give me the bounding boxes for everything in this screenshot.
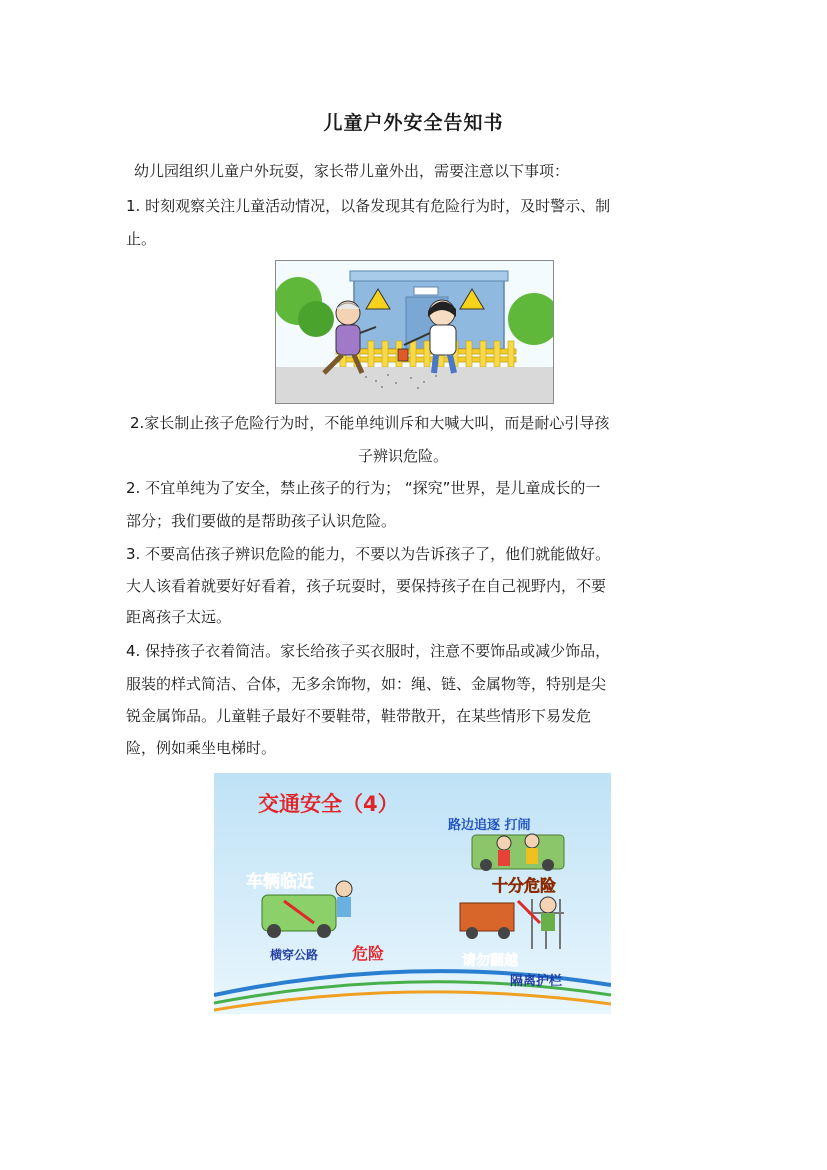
poster-label-chase: 路边追逐 打闹: [448, 818, 531, 833]
item-4-line-2: 服装的样式简洁、合体，无多余饰物，如：绳、链、金属物等，特别是尖: [126, 675, 607, 693]
poster-label-vehicle: 车辆临近: [246, 872, 314, 892]
item-4-line-3: 锐金属饰品。儿童鞋子最好不要鞋带，鞋带散开，在某些情形下易发危: [126, 707, 592, 725]
item-3-line-2: 大人该看着就要好好看着，孩子玩耍时，要保持孩子在自己视野内，不要: [126, 577, 607, 595]
poster-label-rail: 隔离护栏: [510, 974, 563, 989]
poster-title: 交通安全（4）: [258, 792, 399, 816]
item-3-line-3: 距离孩子太远。: [126, 608, 232, 626]
item-2-line-2: 部分；我们要做的是帮助孩子认识危险。: [126, 512, 397, 530]
item-4-line-1: 4. 保持孩子衣着简洁。家长给孩子买衣服时，注意不要饰品或减少饰品，: [126, 642, 611, 660]
traffic-safety-poster: [214, 773, 611, 1014]
item-2-line-1: 2. 不宜单纯为了安全，禁止孩子的行为； “探究”世界，是儿童成长的一: [126, 479, 601, 497]
poster-label-danger-big: 十分危险: [492, 876, 557, 895]
poster-label-danger: 危险: [352, 944, 385, 963]
intro-text: 幼儿园组织儿童户外玩耍，家长带儿童外出，需要注意以下事项：: [134, 162, 570, 180]
poster-label-cross: 横穿公路: [270, 948, 319, 962]
item-1-line-1: 1. 时刻观察关注儿童活动情况，以备发现其有危险行为时，及时警示、制: [126, 197, 611, 215]
item-1-line-2: 止。: [126, 230, 157, 248]
item-3-line-1: 3. 不要高估孩子辨识危险的能力，不要以为告诉孩子了，他们就能做好。: [126, 545, 611, 563]
item-4-line-4: 险，例如乘坐电梯时。: [126, 739, 277, 757]
caption-line-2: 子辨识危险。: [358, 447, 449, 465]
illustration-elder-child-fence: [275, 260, 554, 404]
caption-line-1: 2.家长制止孩子危险行为时，不能单纯训斥和大喊大叫，而是耐心引导孩: [130, 414, 610, 432]
poster-label-noclimb: 请勿翻越: [462, 953, 518, 969]
page-title: 儿童户外安全告知书: [323, 112, 504, 134]
